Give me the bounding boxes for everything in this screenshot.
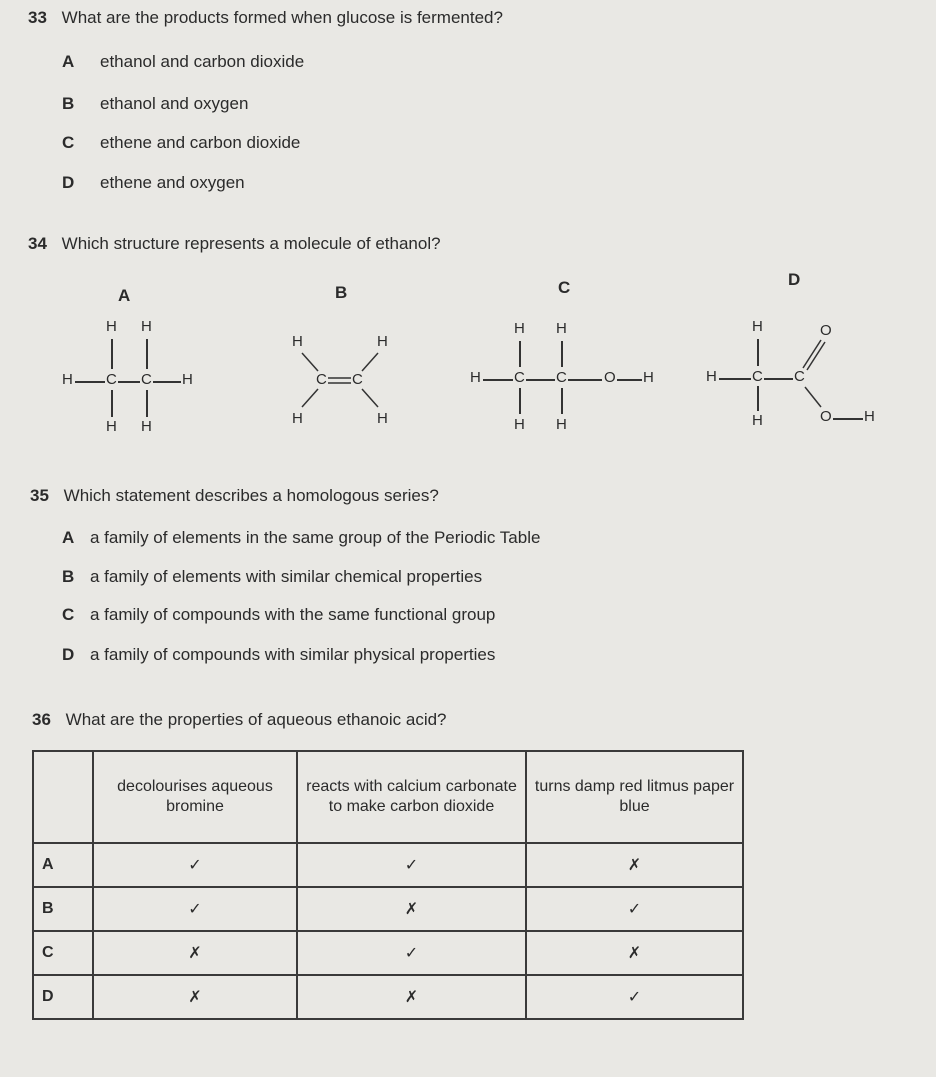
- table-cell: ✗: [297, 887, 526, 931]
- table-cell: ✓: [297, 843, 526, 887]
- option-d[interactable]: D a family of compounds with similar physical properties: [62, 645, 496, 664]
- question-number: 33: [28, 8, 47, 27]
- structure-label-b[interactable]: B: [335, 283, 348, 302]
- table-cell: ✓: [297, 931, 526, 975]
- table-row[interactable]: [33, 887, 743, 931]
- question-text: Which statement describes a homologous series?: [63, 486, 439, 505]
- properties-table: [32, 750, 744, 1020]
- column-header: turns damp red litmus paper blue: [526, 751, 743, 843]
- table-cell: ✓: [526, 887, 743, 931]
- option-a[interactable]: A ethanol and carbon dioxide: [62, 52, 305, 71]
- option-c[interactable]: C a family of compounds with the same functional group: [62, 605, 496, 624]
- structure-label-c[interactable]: C: [558, 278, 571, 297]
- option-a[interactable]: A a family of elements in the same group of the Periodic Table: [62, 528, 541, 547]
- table-cell: ✗: [526, 931, 743, 975]
- question-number: 35: [30, 486, 49, 505]
- corner-cell: [33, 751, 93, 843]
- structure-label-d[interactable]: D: [788, 270, 801, 289]
- table-cell: ✗: [93, 931, 297, 975]
- table-cell: ✓: [526, 975, 743, 1019]
- row-label: C: [33, 931, 93, 975]
- table-cell: ✗: [526, 843, 743, 887]
- table-cell: ✗: [93, 975, 297, 1019]
- table-row[interactable]: [33, 931, 743, 975]
- column-header: reacts with calcium carbonate to make carbon dioxide: [297, 751, 526, 843]
- question-34: [28, 234, 441, 254]
- question-text: What are the properties of aqueous ethanoic acid?: [65, 710, 447, 729]
- question-36: [32, 710, 447, 730]
- column-header: decolourises aqueous bromine: [93, 751, 297, 843]
- question-number: 34: [28, 234, 47, 253]
- structure-label-a[interactable]: A: [118, 286, 131, 305]
- question-text: What are the products formed when glucose is fermented?: [61, 8, 503, 27]
- table-cell: ✗: [297, 975, 526, 1019]
- table-cell: ✓: [93, 887, 297, 931]
- option-b[interactable]: B ethanol and oxygen: [62, 94, 249, 113]
- option-b[interactable]: B a family of elements with similar chemical properties: [62, 567, 483, 586]
- question-text: Which structure represents a molecule of ethanol?: [61, 234, 441, 253]
- table-row[interactable]: [33, 975, 743, 1019]
- table-cell: ✓: [93, 843, 297, 887]
- table-header-row: [33, 751, 743, 843]
- row-label: A: [33, 843, 93, 887]
- option-d[interactable]: D ethene and oxygen: [62, 173, 245, 192]
- question-33: [28, 8, 503, 28]
- question-35: [30, 486, 439, 506]
- table-row[interactable]: [33, 843, 743, 887]
- row-label: B: [33, 887, 93, 931]
- option-c[interactable]: C ethene and carbon dioxide: [62, 133, 301, 152]
- row-label: D: [33, 975, 93, 1019]
- question-number: 36: [32, 710, 51, 729]
